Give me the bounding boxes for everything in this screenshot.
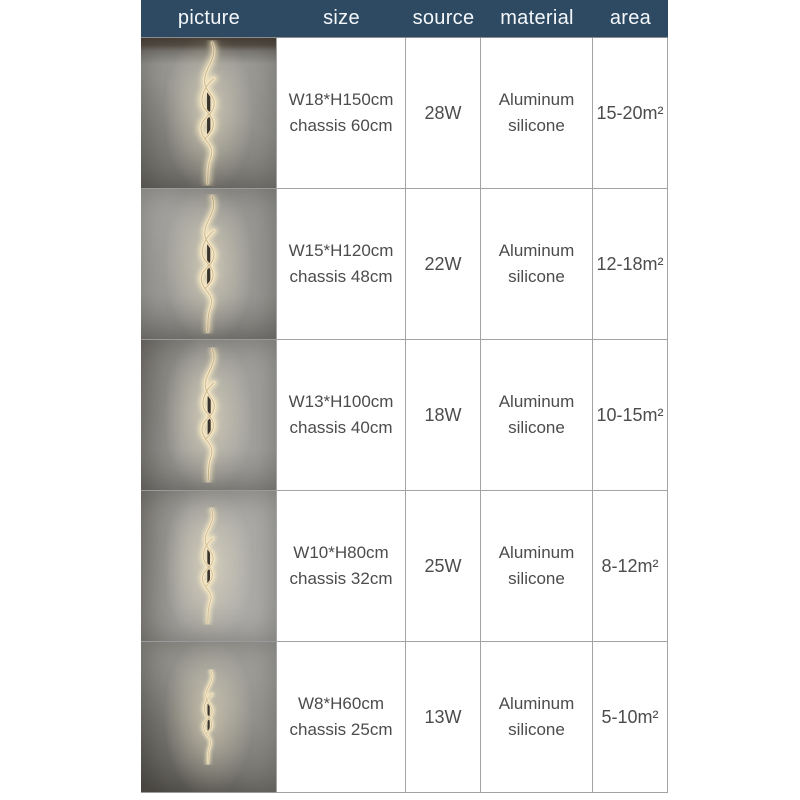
material-line2: silicone xyxy=(508,720,565,739)
wave-lamp-icon xyxy=(189,194,228,334)
size-chassis: chassis 25cm xyxy=(289,720,393,739)
size-chassis: chassis 40cm xyxy=(289,418,393,437)
wattage: 13W xyxy=(424,707,462,727)
source-cell xyxy=(406,491,481,642)
wave-lamp-icon xyxy=(188,40,229,186)
wattage: 18W xyxy=(424,405,462,425)
source-cell xyxy=(406,189,481,340)
material-line1: Aluminum xyxy=(498,694,575,713)
material-line2: silicone xyxy=(508,418,565,437)
header-source: source xyxy=(406,0,481,38)
header-picture: picture xyxy=(141,0,277,38)
product-photo xyxy=(141,38,277,189)
area-range: 8-12m² xyxy=(601,556,659,576)
material-cell xyxy=(481,38,593,189)
size-cell xyxy=(277,340,406,491)
size-chassis: chassis 48cm xyxy=(289,267,393,286)
size-dimensions: W10*H80cm xyxy=(293,543,389,562)
header-material: material xyxy=(481,0,593,38)
wattage: 25W xyxy=(424,556,462,576)
material-cell xyxy=(481,491,593,642)
wattage: 28W xyxy=(424,103,462,123)
header-size: size xyxy=(277,0,406,38)
header-area: area xyxy=(593,0,668,38)
wattage: 22W xyxy=(424,254,462,274)
product-spec-table xyxy=(141,0,668,793)
wave-lamp-icon xyxy=(195,669,222,765)
material-line2: silicone xyxy=(508,267,565,286)
wave-lamp-icon xyxy=(192,507,225,625)
size-dimensions: W18*H150cm xyxy=(288,90,394,109)
size-chassis: chassis 32cm xyxy=(289,569,393,588)
material-line1: Aluminum xyxy=(498,392,575,411)
size-chassis: chassis 60cm xyxy=(289,116,393,135)
area-range: 15-20m² xyxy=(596,103,664,123)
size-dimensions: W13*H100cm xyxy=(288,392,394,411)
material-cell xyxy=(481,340,593,491)
product-photo xyxy=(141,642,277,793)
area-cell xyxy=(593,189,668,340)
material-line2: silicone xyxy=(508,569,565,588)
product-photo xyxy=(141,189,277,340)
size-cell xyxy=(277,491,406,642)
area-cell xyxy=(593,642,668,793)
size-dimensions: W15*H120cm xyxy=(288,241,394,260)
product-photo xyxy=(141,491,277,642)
size-cell xyxy=(277,189,406,340)
material-line1: Aluminum xyxy=(498,241,575,260)
area-cell xyxy=(593,38,668,189)
area-range: 12-18m² xyxy=(596,254,664,274)
area-cell xyxy=(593,491,668,642)
material-cell xyxy=(481,642,593,793)
size-cell xyxy=(277,642,406,793)
material-cell xyxy=(481,189,593,340)
area-cell xyxy=(593,340,668,491)
area-range: 10-15m² xyxy=(596,405,664,425)
size-dimensions: W8*H60cm xyxy=(298,694,384,713)
product-photo xyxy=(141,340,277,491)
source-cell xyxy=(406,38,481,189)
wave-lamp-icon xyxy=(190,347,228,483)
material-line1: Aluminum xyxy=(498,543,575,562)
area-range: 5-10m² xyxy=(601,707,659,727)
source-cell xyxy=(406,340,481,491)
source-cell xyxy=(406,642,481,793)
material-line1: Aluminum xyxy=(498,90,575,109)
material-line2: silicone xyxy=(508,116,565,135)
size-cell xyxy=(277,38,406,189)
